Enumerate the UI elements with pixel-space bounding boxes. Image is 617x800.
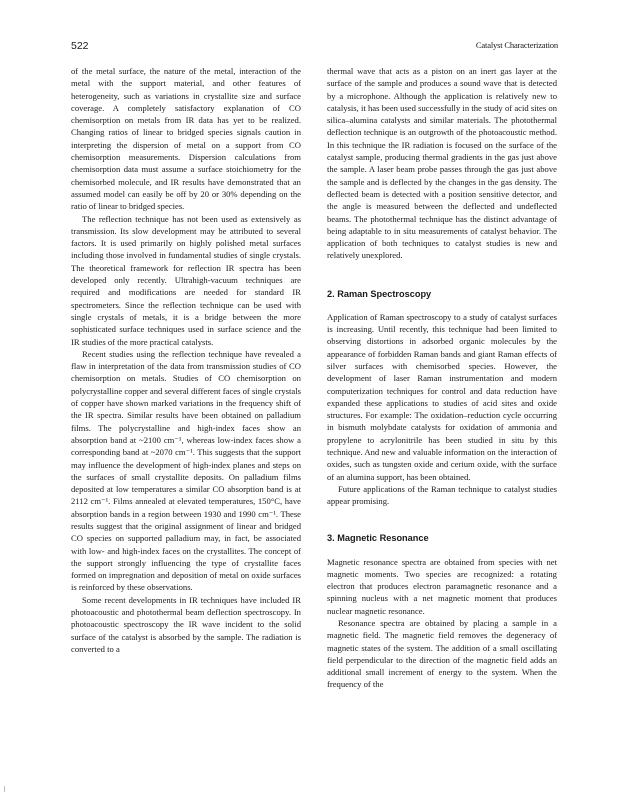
running-head: Catalyst Characterization (475, 40, 558, 50)
scan-corner-mark (4, 786, 5, 792)
paragraph-co-chemisorption: of the metal surface, the nature of the metal, interaction of the metal with the support material, and other features of heterogeneity, such as variations in crystallite size and surface coverage. A completely satisfactory explanation of CO chemisorption on metals from IR data has yet to be realized. Changing ratios of linear to bridged species signals caution in interpreting the dispersion of metal on a support from CO chemisorption measurements. Dispersion calculations from chemisorption data must assume a surface stoichiometry for the chemisorbed molecule, and IR results have demonstrated that an assumed model can easily be off by 20 or 30% depending on the ratio of linear to bridged species. (71, 66, 301, 212)
paragraph-magnetic-species: Magnetic resonance spectra are obtained from species with net magnetic moments. Two species are recognized: a rotating electron that produces electron paramagnetic resonance and a spinning nucleus with a net magnetic moment that produces nuclear magnetic resonance. (327, 556, 557, 616)
right-column (327, 65, 557, 691)
page-number: 522 (71, 40, 89, 52)
paragraph-reflection-technique: The reflection technique has not been used as extensively as transmission. Its slow development may be attributed to several factors. It is used primarily on highly polished metal surfaces including those involved in fundamental studies of single crystals. The theoretical framework for reflection IR spectra has been developed only recently. Ultrahigh-vacuum techniques are required and modifications are needed for standard IR spectrometers. Since the reflection technique can be used with single crystals of metals, it is a bridge between the more sophisticated surface techniques used in surface science and the IR studies of the more practical catalysts. (71, 213, 301, 347)
left-column (71, 65, 301, 655)
section-heading-magnetic-resonance: 3. Magnetic Resonance (327, 532, 429, 543)
paragraph-raman-future: Future applications of the Raman technique to catalyst studies appear promising. (327, 483, 557, 507)
paragraph-photoacoustic: Some recent developments in IR techniques have included IR photoacoustic and photothermal beam deflection spectroscopy. In photoacoustic spectroscopy the IR wave incident to the solid surface of the catalyst is absorbed by the sample. The radiation is converted to a (71, 594, 301, 654)
paragraph-reflection-studies: Recent studies using the reflection technique have revealed a flaw in interpretation of the data from transmission studies of CO chemisorption on metals. Studies of CO chemisorption on polycrystalline copper and several different faces of single crystals of copper have shown marked variations in the frequency shift of the IR spectra. Similar results have been obtained on palladium films. The polycrystalline and high-index faces show an absorption band at ~2100 cm⁻¹, whereas low-index faces show a corresponding band at ~2070 cm⁻¹. This suggests that the support may influence the development of high-index planes and steps on the surfaces of small crystallite deposits. On palladium films deposited at low temperatures a similar CO absorption band is at 2112 cm⁻¹. Films annealed at elevated temperatures, 150°C, have absorption bands in a region between 1930 and 1990 cm⁻¹. These results suggest that the original assignment of linear and bridged CO species on supported palladium may, in fact, be associated with low- and high-index faces on the crystallites. The concept of the support strongly influencing the type of crystallite faces formed on impregnation and deposition of metal on oxide surfaces is reinforced by these observations. (71, 348, 301, 593)
paragraph-resonance-spectra: Resonance spectra are obtained by placing a sample in a magnetic field. The magnetic field removes the degeneracy of magnetic states of the system. The addition of a small oscillating field perpendicular to the direction of the magnetic field adds an additional small increment of energy to the system. When the frequency of the (327, 617, 557, 690)
paragraph-thermal-wave: thermal wave that acts as a piston on an inert gas layer at the surface of the sample and produces a sound wave that is detected by a microphone. Although the application is relatively new to catalysis, it has been used successfully in the study of acid sites on silica–alumina catalysts and similar materials. The photothermal deflection technique is an outgrowth of the photoacoustic method. In this technique the IR radiation is focused on the surface of the catalyst sample, producing thermal gradients in the gas just above the sample. A laser beam probe passes through the gas just above the sample and is deflected by the changes in the gas density. The deflected beam is detected with a position sensitive detector, and the angle is measured between the deflected and undeflected beams. The photothermal technique has the distinct advantage of being adaptable to in situ measurements of catalyst behavior. The application of both techniques to catalyst studies is new and relatively unexplored. (327, 66, 557, 261)
section-heading-raman: 2. Raman Spectroscopy (327, 288, 432, 299)
paragraph-raman-application: Application of Raman spectroscopy to a study of catalyst surfaces is increasing. Until recently, this technique had been limited to observing distortions in adsorbed organic molecules by the appearance of forbidden Raman bands and giant Raman effects of silver surfaces with chemisorbed species. However, the development of laser Raman instrumentation and modern computerization techniques for control and data reduction have expanded these applications to studies of acid sites and oxide structures. For example: The oxidation–reduction cycle occurring in bismuth molybdate catalysts for oxidation of ammonia and propylene to acrylonitrile has been studied in situ by this technique. And new and valuable information on the interaction of oxides, such as tungsten oxide and cerium oxide, with the surface of an alumina support, has been obtained. (327, 311, 557, 482)
page-header (71, 40, 558, 54)
